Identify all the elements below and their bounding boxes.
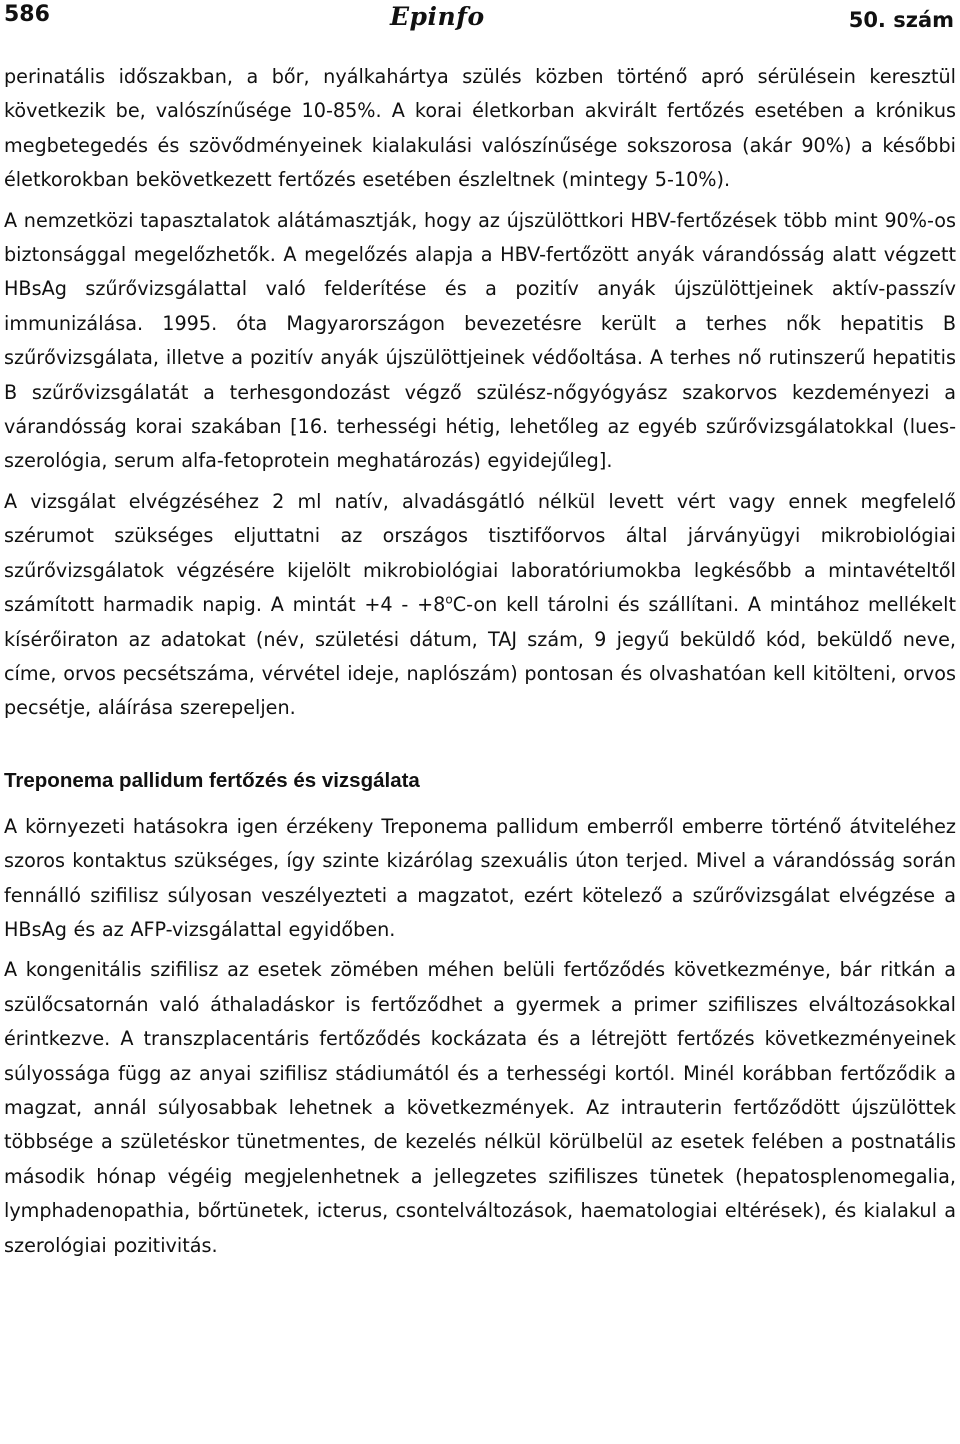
- paragraph-sample-handling: [4, 485, 956, 726]
- paragraph-congenital-syphilis: A kongenitális szifilisz az esetek zömében méhen belüli fertőződés következménye, bár ritkán a szülőcsatornán való áthaladáskor is fertőződhet a gyermek a primer szifiliszes elváltozásokkal érintkezve. A transzplacentáris fertőződés kockázata és a létrejött fertőzés következményeinek súlyossága függ az anyai szifilisz stádiumától és a terhességi kortól. Minél korábban fertőződik a magzat, annál súlyosabbak lehetnek a következmények. Az intrauterin fertőződött újszülöttek többsége a születéskor tünetmentes, de kezelés nélkül körülbelül az esetek felében a postnatális második hónap végéig megjelenhetnek a jellegzetes szifiliszes tünetek (hepatosplenomegalia, lymphadenopathia, bőrtünetek, icterus, csontelváltozások, haematologiai eltérések), és kialakul a szerológiai pozitivitás.: [4, 958, 956, 1257]
- degree-superscript: o: [445, 592, 453, 607]
- sample-text-part1: A vizsgálat elvégzéséhez 2 ml natív, alvadásgátló nélkül levett vért vagy ennek megfelelő szérumot szükséges eljuttatni az országos tisztifőorvos által járványügyi mikrobiológiai szűrővizsgálatok végzésére kijelölt mikrobiológiai laboratóriumokba legkésőbb a mintavételtől számított harmadik napig. A mintát +4 - +8: [4, 489, 956, 617]
- page-header: [0, 0, 960, 44]
- paragraph-hbv-prevention: A nemzetközi tapasztalatok alátámasztják, hogy az újszülöttkori HBV-fertőzések több mint 90%-os biztonsággal megelőzhetők. A megelőzés alapja a HBV-fertőzött anyák várandósság alatt végzett HBsAg szűrővizsgálattal való felderítése és a pozitív anyák újszülöttjeinek aktív-passzív immunizálása. 1995. óta Magyarországon bevezetésre került a terhes nők hepatitis B szűrővizsgálata, illetve a pozitív anyák újszülöttjeinek védőoltása. A terhes nő rutinszerű hepatitis B szűrővizsgálatát a terhesgondozást végző szülész-nőgyógyász szakorvos kezdeményezi a várandósság korai szakában [16. terhességi hétig, lehetőleg az egyéb szűrővizsgálatokkal (lues-szerológia, serum alfa-fetoprotein meghatározás) egyidejűleg].: [4, 208, 956, 473]
- article-body: [4, 60, 956, 1263]
- page-number: 586: [4, 2, 50, 27]
- journal-logo: Epinfo: [390, 2, 485, 31]
- sample-text-part2: C-on kell tárolni és szállítani. A mintához mellékelt kísérőiraton az adatokat (név, születési dátum, TAJ szám, 9 jegyű beküldő kód, beküldő neve, címe, orvos pecsétszáma, vérvétel ideje, naplószám) pontosan és olvashatóan kell kitölteni, orvos pecsétje, aláírása szerepeljen.: [4, 593, 956, 720]
- section-heading: Treponema pallidum fertőzés és vizsgálata: [4, 768, 420, 792]
- paragraph-treponema-transmission: A környezeti hatásokra igen érzékeny Treponema pallidum emberről emberre történő átviteléhez szoros kontaktus szükséges, így szinte kizárólag szexuális úton terjed. Mivel a várandósság során fennálló szifilisz súlyosan veszélyezteti a magzatot, ezért kötelező a szűrővizsgálat elvégzése a HBsAg és az AFP-vizsgálattal egyidőben.: [4, 814, 956, 941]
- paragraph-hbv-perinatal: perinatális időszakban, a bőr, nyálkahártya szülés közben történő apró sérülésein keresztül következik be, valószínűsége 10-85%. A korai életkorban akvirált fertőzés esetében a krónikus megbetegedés és szövődményeinek kialakulási valószínűsége sokszorosa (akár 90%) a későbbi életkorokban bekövetkezett fertőzés esetében észleltnek (mintegy 5-10%).: [4, 65, 956, 192]
- issue-label: 50. szám: [848, 8, 954, 32]
